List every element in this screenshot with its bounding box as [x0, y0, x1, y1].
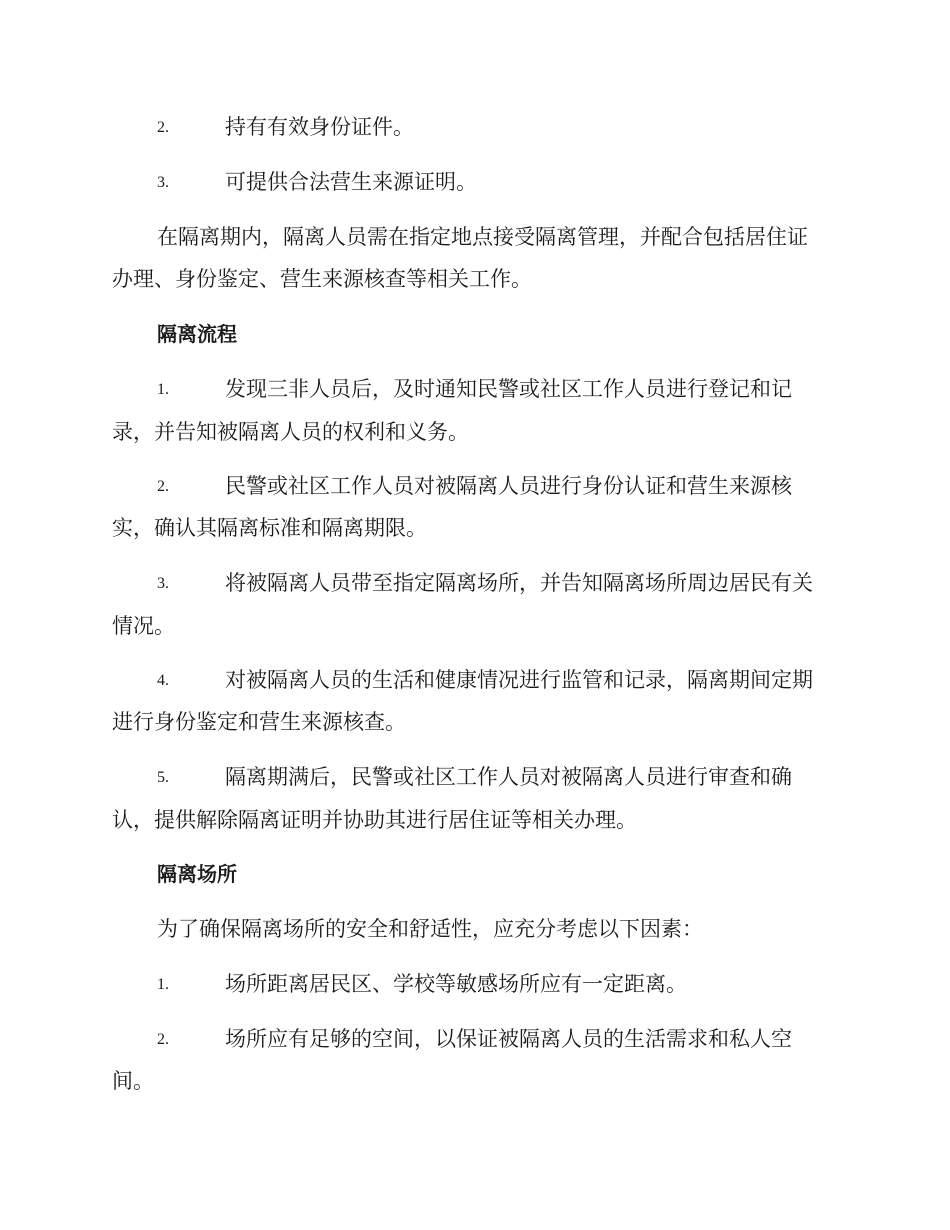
- list-number: 2.: [157, 1031, 169, 1048]
- list-number: 3.: [157, 575, 169, 592]
- list-item-continuation: 进行身份鉴定和营生来源核查。: [112, 710, 406, 734]
- list-item-continuation: 间。: [112, 1069, 154, 1093]
- list-item-continuation: 情况。: [112, 614, 175, 638]
- list-number: 1.: [157, 976, 169, 993]
- list-item-continuation: 认，提供解除隔离证明并协助其进行居住证等相关办理。: [112, 808, 637, 832]
- list-item-text: 可提供合法营生来源证明。: [225, 170, 477, 194]
- section-heading: 隔离场所: [157, 862, 237, 886]
- list-item-text: 场所距离居民区、学校等敏感场所应有一定距离。: [225, 972, 687, 996]
- list-item-text: 场所应有足够的空间，以保证被隔离人员的生活需求和私人空: [225, 1027, 792, 1051]
- list-item-text: 持有有效身份证件。: [225, 115, 414, 139]
- paragraph-line: 为了确保隔离场所的安全和舒适性，应充分考虑以下因素：: [157, 917, 703, 941]
- list-item-continuation: 录，并告知被隔离人员的权利和义务。: [112, 420, 469, 444]
- paragraph-line: 在隔离期内，隔离人员需在指定地点接受隔离管理，并配合包括居住证: [157, 225, 808, 249]
- list-item-text: 隔离期满后，民警或社区工作人员对被隔离人员进行审查和确: [225, 765, 792, 789]
- list-number: 3.: [157, 174, 169, 191]
- list-item-text: 民警或社区工作人员对被隔离人员进行身份认证和营生来源核: [225, 474, 792, 498]
- list-item-text: 对被隔离人员的生活和健康情况进行监管和记录，隔离期间定期: [225, 668, 813, 692]
- paragraph-line: 办理、身份鉴定、营生来源核查等相关工作。: [112, 267, 532, 291]
- list-number: 2.: [157, 478, 169, 495]
- section-heading: 隔离流程: [157, 322, 237, 346]
- list-number: 1.: [157, 381, 169, 398]
- list-number: 2.: [157, 119, 169, 136]
- list-item-continuation: 实，确认其隔离标准和隔离期限。: [112, 516, 427, 540]
- list-number: 4.: [157, 672, 169, 689]
- list-item-text: 将被隔离人员带至指定隔离场所，并告知隔离场所周边居民有关: [225, 571, 813, 595]
- list-item-text: 发现三非人员后，及时通知民警或社区工作人员进行登记和记: [225, 377, 792, 401]
- list-number: 5.: [157, 769, 169, 786]
